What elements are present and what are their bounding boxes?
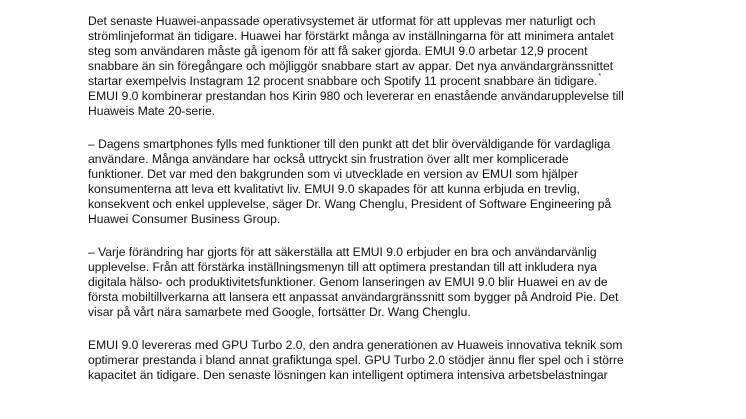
text-line: strömlinjeformat än tidigare. Huawei har förstärkt många av inställningarna för att minimera antalet [88, 29, 614, 43]
footnote-mark: * [598, 73, 602, 80]
text-line: användare. Många användare har också uttryckt sin frustration över allt mer komplicerade [88, 152, 569, 166]
text-line-with-footnote [88, 74, 728, 89]
text-line: funktioner. Det var med den bakgrunden som vi utvecklade en version av EMUI som hjälper [88, 167, 579, 181]
paragraph-1 [88, 14, 728, 119]
text-line: konsumenterna att leva ett kvalitativt liv. EMUI 9.0 skapades för att kunna erbjuda en trevlig, [88, 182, 580, 196]
document-page [88, 14, 728, 401]
text-line: optimerar prestanda i bland annat grafiktunga spel. GPU Turbo 2.0 stödjer ännu fler spel och i större [88, 353, 624, 367]
text-line: snabbare än sin föregångare och möjliggör snabbare start av appar. Det nya användargränssnittet [88, 59, 614, 73]
text-line: konsekvent och enkel upplevelse, säger Dr. Wang Chenglu, President of Software Engineering på [88, 197, 612, 211]
text-line: upplevelse. Från att förstärka inställningsmenyn till att optimera prestandan till att inkludera nya [88, 260, 597, 274]
text-line: EMUI 9.0 levereras med GPU Turbo 2.0, den andra generationen av Huaweis innovativa teknik som [88, 338, 623, 352]
text-line: steg som användaren måste gå igenom för att få saker gjorda. EMUI 9.0 arbetar 12,9 procent [88, 44, 588, 58]
text-line: visar på vårt nära samarbete med Google, fortsätter Dr. Wang Chenglu. [88, 305, 471, 319]
text-line: – Varje förändring har gjorts för att säkerställa att EMUI 9.0 erbjuder en bra och användarvänlig [88, 245, 597, 259]
paragraph-3 [88, 245, 728, 320]
text-line: kapacitet än tidigare. Den senaste lösningen kan intelligent optimera intensiva arbetsbelastningar [88, 368, 608, 382]
text-line: första mobiltillverkarna att lansera ett anpassat användargränssnitt som bygger på Android Pie. Det [88, 290, 619, 304]
paragraph-4 [88, 338, 728, 383]
text-line: Det senaste Huawei-anpassade operativsystemet är utformat för att upplevas mer naturligt och [88, 14, 596, 28]
text-line: startar exempelvis Instagram 12 procent snabbare och Spotify 11 procent snabbare än tidigare. [88, 74, 598, 88]
text-line: EMUI 9.0 kombinerar prestandan hos Kirin 980 och levererar en enastående användarupplevelse till [88, 89, 624, 103]
paragraph-2 [88, 137, 728, 227]
text-line: – Dagens smartphones fylls med funktioner till den punkt att det blir överväldigande för vardagliga [88, 137, 611, 151]
text-line: digitala hälso- och produktivitetsfunktioner. Genom lanseringen av EMUI 9.0 blir Huawei en av de [88, 275, 608, 289]
text-line: Huawei Consumer Business Group. [88, 212, 281, 226]
text-line: Huaweis Mate 20-serie. [88, 104, 216, 118]
